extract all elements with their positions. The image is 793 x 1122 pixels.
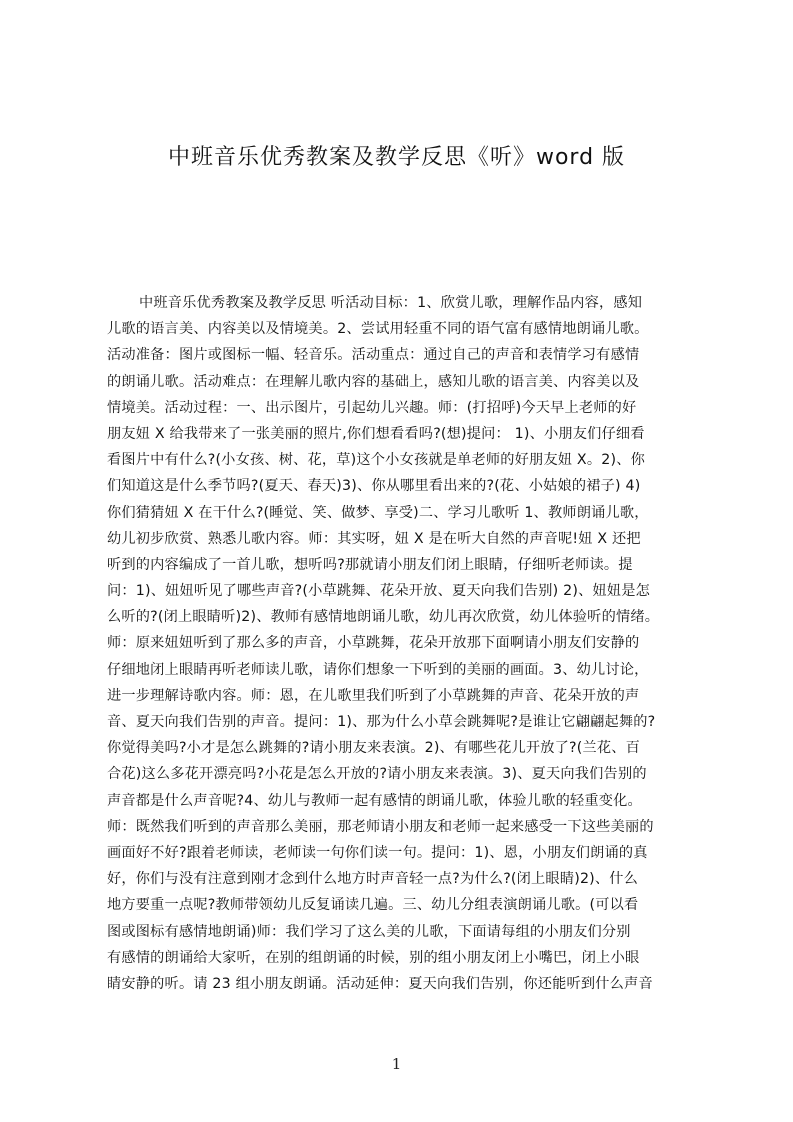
text-line: 问：1)、妞妞听见了哪些声音?(小草跳舞、花朵开放、夏天向我们告别) 2)、妞妞是怎 bbox=[107, 583, 651, 600]
text-line: 有感情的朗诵给大家听，在别的组朗诵的时候，别的组小朋友闭上小嘴巴，闭上小眼 bbox=[107, 949, 640, 966]
body-paragraph bbox=[107, 290, 697, 1010]
text-line: 儿歌的语言美、内容美以及情境美。2、尝试用轻重不同的语气富有感情地朗诵儿歌。 bbox=[107, 321, 649, 338]
text-line: 声音都是什么声音呢?4、幼儿与教师一起有感情的朗诵儿歌，体验儿歌的轻重变化。 bbox=[107, 792, 642, 809]
text-line: 合花)这么多花开漂亮吗?小花是怎么开放的?请小朋友来表演。3)、夏天向我们告别的 bbox=[107, 766, 647, 783]
text-line: 情境美。活动过程：一、出示图片，引起幼儿兴趣。师：(打招呼)今天早上老师的好 bbox=[107, 399, 637, 416]
text-line: 地方要重一点呢?教师带领幼儿反复诵读几遍。三、幼儿分组表演朗诵儿歌。(可以看 bbox=[107, 897, 639, 914]
text-line: 音、夏天向我们告别的声音。提问：1)、那为什么小草会跳舞呢?是谁让它翩翩起舞的? bbox=[107, 714, 656, 730]
page-number: 1 bbox=[391, 1055, 402, 1073]
text-line: 你们猜猜妞 X 在干什么?(睡觉、笑、做梦、享受)二、学习儿歌听 1、教师朗诵儿歌， bbox=[107, 504, 649, 521]
text-line: 师：原来妞妞听到了那么多的声音，小草跳舞，花朵开放那下面啊请小朋友们安静的 bbox=[107, 635, 640, 652]
text-line: 朋友妞 X 给我带来了一张美丽的照片,你们想看看吗?(想)提问： 1)、小朋友们仔细看 bbox=[107, 425, 645, 442]
text-line: 进一步理解诗歌内容。师：恩，在儿歌里我们听到了小草跳舞的声音、花朵开放的声 bbox=[107, 687, 640, 704]
text-line: 活动准备：图片或图标一幅、轻音乐。活动重点：通过自己的声音和表情学习有感情 bbox=[107, 347, 640, 364]
text-line: 图或图标有感情地朗诵)师：我们学习了这么美的儿歌，下面请每组的小朋友们分别 bbox=[107, 923, 631, 940]
text-line: 你觉得美吗?小才是怎么跳舞的?请小朋友来表演。2)、有哪些花儿开放了?(兰花、百 bbox=[107, 740, 641, 757]
text-line: 幼儿初步欣赏、熟悉儿歌内容。师：其实呀，妞 X 是在听大自然的声音呢!妞 X 还把 bbox=[107, 530, 641, 547]
text-line: 听到的内容编成了一首儿歌，想听吗?那就请小朋友们闭上眼睛，仔细听老师读。提 bbox=[107, 556, 633, 573]
page-title: 中班音乐优秀教案及教学反思《听》word 版 bbox=[167, 145, 626, 170]
text-line: 的朗诵儿歌。活动难点：在理解儿歌内容的基础上，感知儿歌的语言美、内容美以及 bbox=[107, 373, 640, 390]
text-line: 们知道这是什么季节吗?(夏天、春天)3)、你从哪里看出来的?(花、小姑娘的裙子) 4) bbox=[107, 478, 641, 495]
text-line: 么听的?(闭上眼睛听)2)、教师有感情地朗诵儿歌，幼儿再次欣赏，幼儿体验听的情绪。 bbox=[107, 609, 660, 626]
text-line: 看图片中有什么?(小女孩、树、花，草)这个小女孩就是单老师的好朋友妞 X。2)、你 bbox=[107, 452, 645, 469]
text-line: 睛安静的听。请 23 组小朋友朗诵。活动延伸：夏天向我们告别，你还能听到什么声音 bbox=[107, 975, 653, 992]
text-line: 师：既然我们听到的声音那么美丽，那老师请小朋友和老师一起来感受一下这些美丽的 bbox=[107, 818, 654, 835]
text-line: 画面好不好?跟着老师读，老师读一句你们读一句。提问：1)、恩，小朋友们朗诵的真 bbox=[107, 844, 648, 861]
text-line: 仔细地闭上眼睛再听老师读儿歌，请你们想象一下听到的美丽的画面。3、幼儿讨论， bbox=[107, 661, 649, 678]
text-line: 中班音乐优秀教案及教学反思 听活动目标：1、欣赏儿歌，理解作品内容，感知 bbox=[139, 295, 643, 311]
text-line: 好，你们与没有注意到刚才念到什么地方时声音轻一点?为什么?(闭上眼睛)2)、什么 bbox=[107, 871, 639, 888]
